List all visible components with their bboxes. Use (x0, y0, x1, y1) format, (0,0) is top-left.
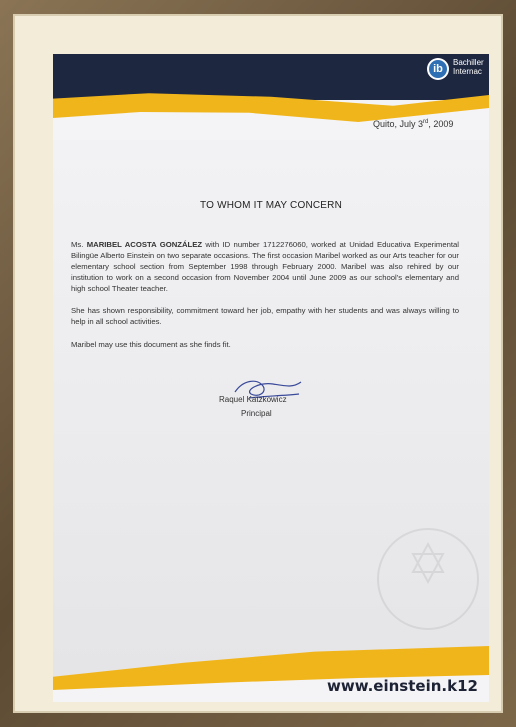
school-seal-watermark (373, 524, 483, 634)
frame-mat (13, 14, 503, 713)
date-year: , 2009 (428, 119, 454, 129)
header-navy-band (53, 54, 489, 100)
ib-logo-text-line1: Bachiller (453, 58, 484, 67)
footer-url: www.einstein.k12 (327, 677, 478, 695)
paragraph-qualities: She has shown responsibility, commitment toward her job, empathy with her students and was always willing to help in all school activities. (71, 306, 459, 326)
letter-title: TO WHOM IT MAY CONCERN (200, 200, 342, 211)
ib-logo-icon (427, 58, 449, 80)
signer-title: Principal (241, 409, 272, 418)
ib-logo-letters: ib (429, 60, 447, 78)
ib-logo-text-line2: Internac (453, 67, 482, 76)
employee-name: MARIBEL ACOSTA GONZÁLEZ (86, 240, 203, 249)
signer-name: Raquel Katzkowicz (219, 395, 287, 404)
p1-rest: with ID number 1712276060, worked at Unidad Educativa Experimental Bilingüe Alberto Einstein on two separate occasions. The first occasion Maribel worked as our Arts teacher for our elementary school section from September 1998 through February 2000. Maribel was also rehired by our institution to work on a second occasion from November 2004 until June 2009 as our school's elementary and high school Theater teacher. (71, 240, 459, 293)
letter-date (373, 119, 453, 129)
p1-start: Ms. (71, 240, 87, 249)
paragraph-employment (71, 239, 459, 294)
date-prefix: Quito, July 3 (373, 119, 424, 129)
date-suffix: rd (423, 119, 429, 125)
paragraph-usage: Maribel may use this document as she finds fit. (71, 340, 231, 349)
letter-page (53, 54, 489, 702)
ib-logo-text (453, 58, 484, 76)
